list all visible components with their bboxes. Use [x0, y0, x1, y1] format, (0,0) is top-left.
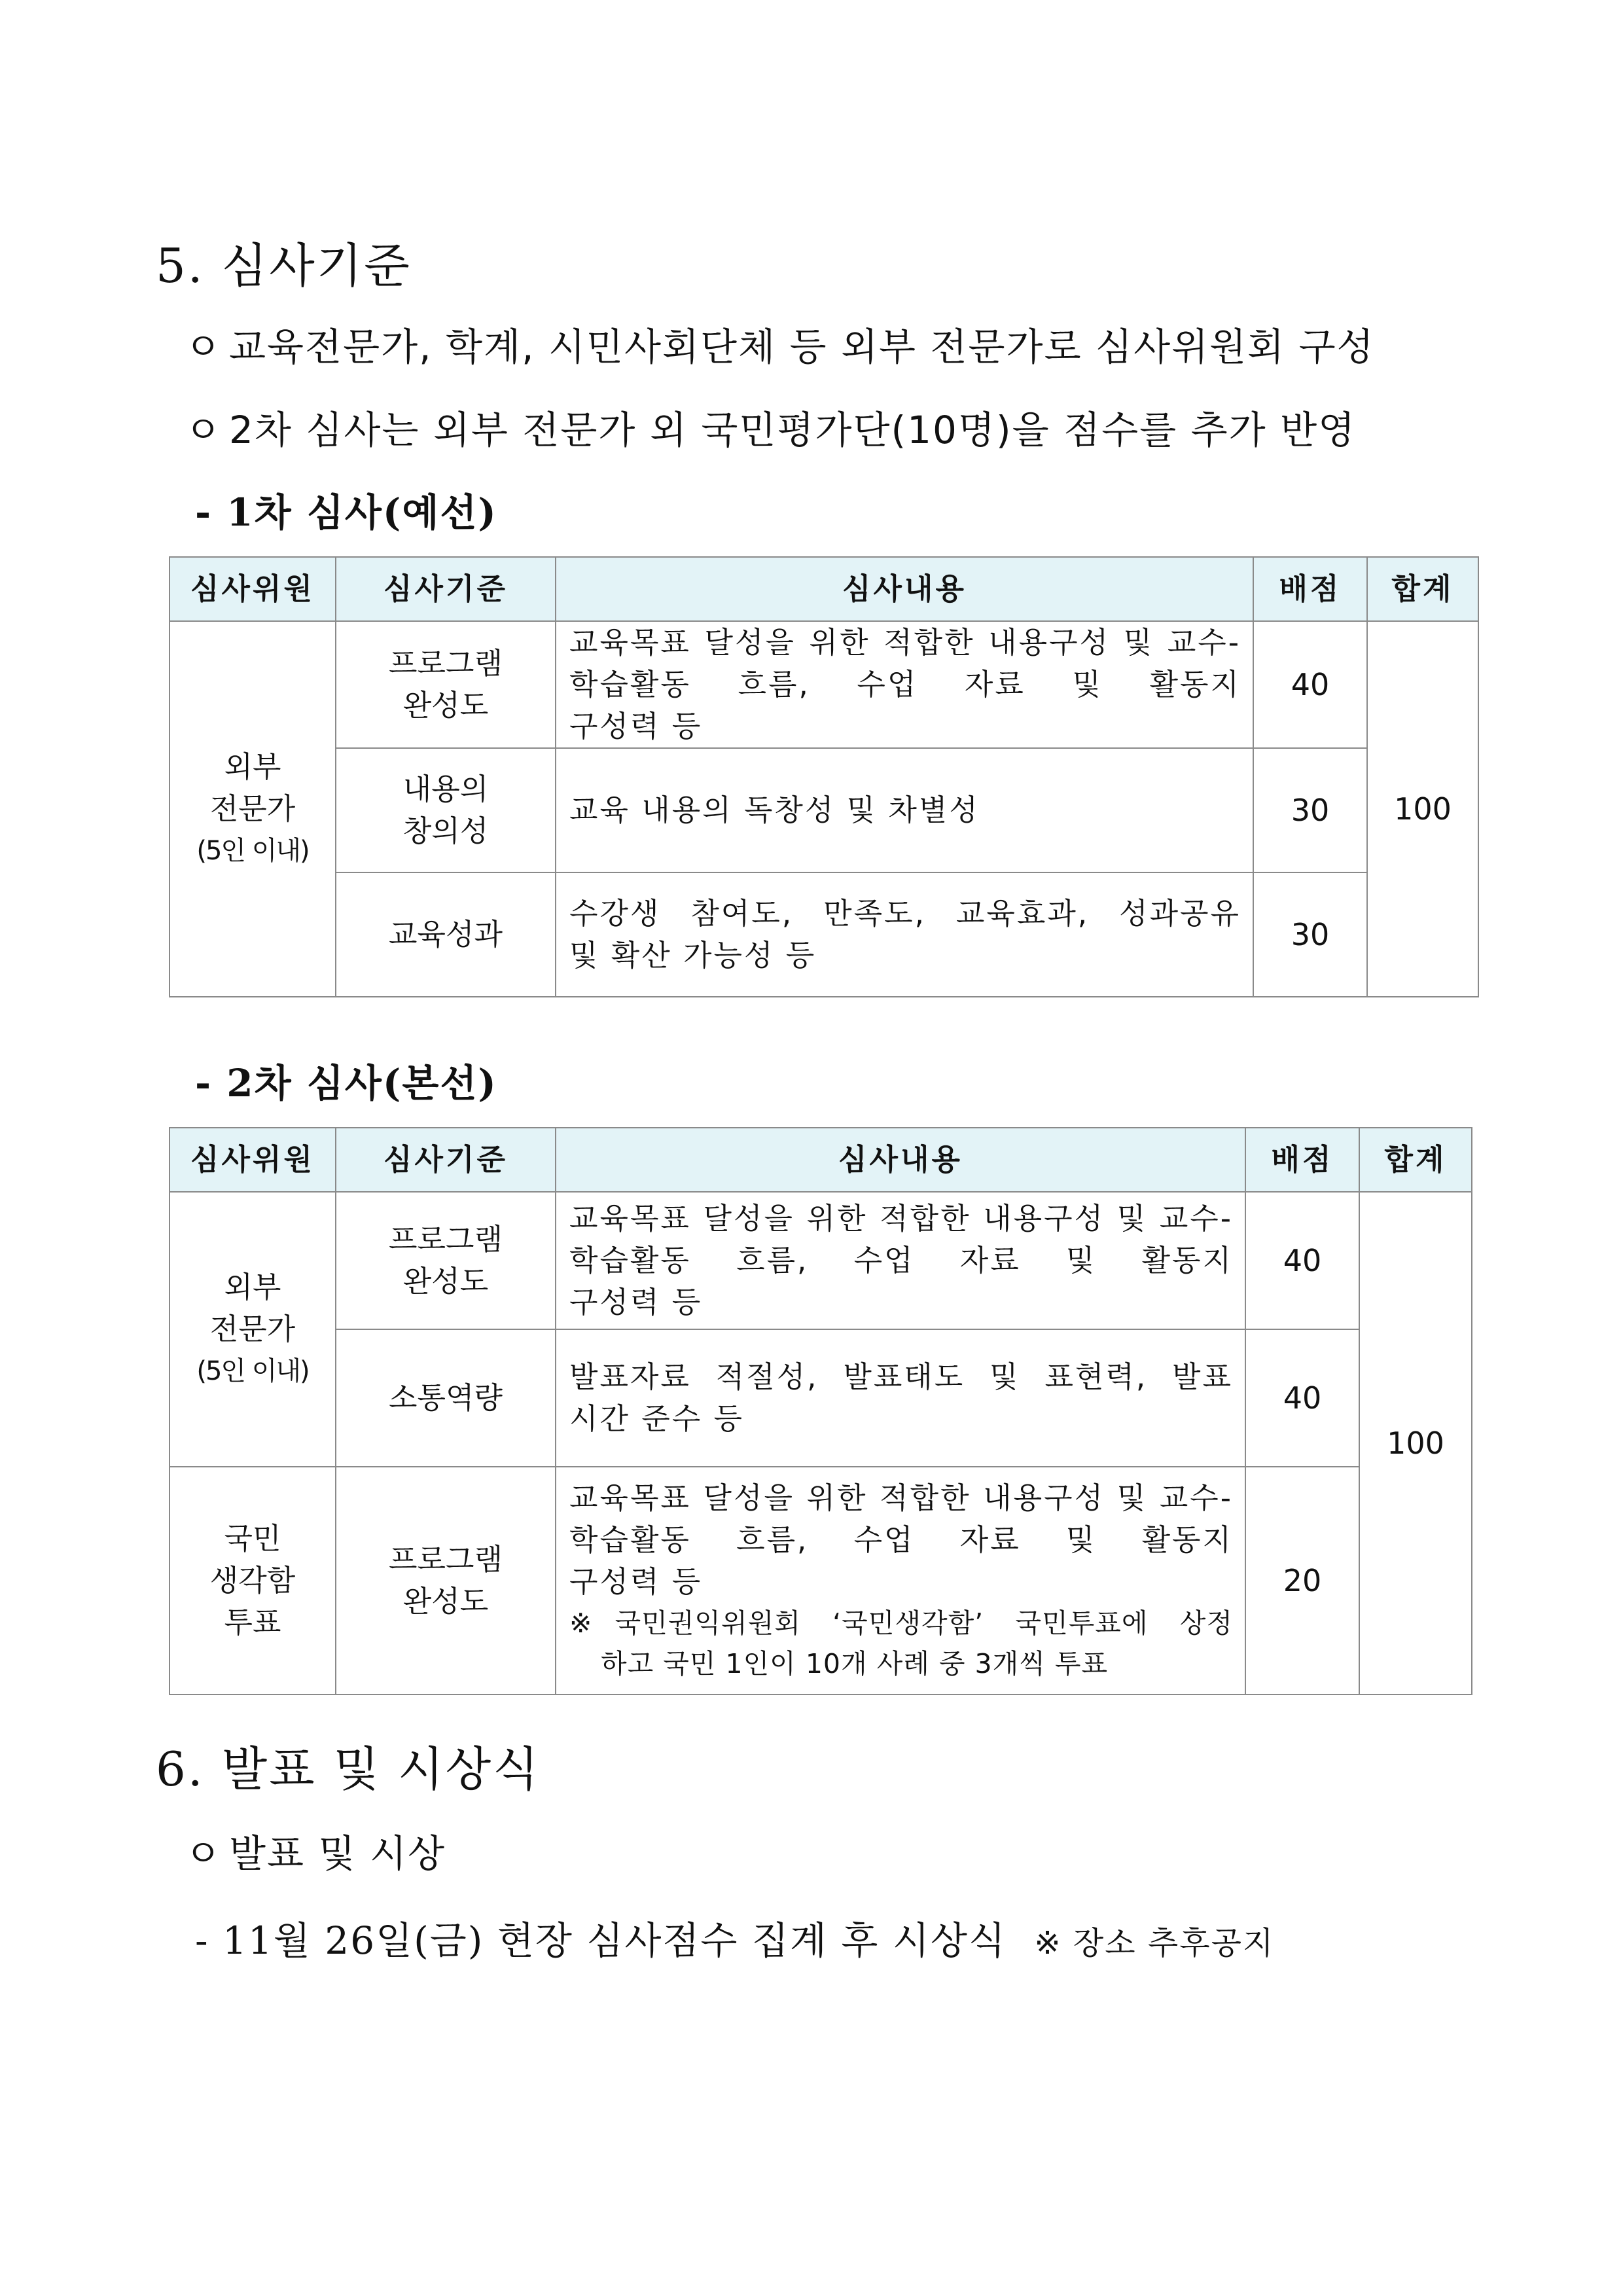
header-judge: 심사위원 [169, 1128, 336, 1192]
criteria-line: 프로그램 [389, 1222, 503, 1257]
section-5-title: 5. 심사기준 [156, 238, 412, 293]
judge-line: (5인 이내) [196, 836, 309, 866]
criteria-cell [336, 1192, 556, 1329]
judge-line: 전문가 [209, 1312, 296, 1346]
content-line: 구성력 등 [569, 1564, 703, 1599]
content-line: 교육목표 달성을 위한 적합한 내용구성 및 [569, 1480, 1148, 1515]
header-criteria: 심사기준 [336, 557, 556, 621]
content-line: 수강생 참여도, 만족도, 교육효과, 성과공유 [569, 896, 1241, 931]
content-line: 교육목표 달성을 위한 적합한 내용구성 및 [569, 625, 1154, 660]
header-total: 합계 [1359, 1128, 1472, 1192]
round2-table [169, 1127, 1472, 1695]
bullet-marker: ㅇ [185, 408, 223, 452]
total-cell: 100 [1367, 621, 1478, 997]
note-line: ※국민권익위원회 ‘국민생각함’ 국민투표에 상정 [569, 1607, 1233, 1639]
content-line: 교육목표 달성을 위한 적합한 내용구성 및 [569, 1201, 1148, 1236]
content-line: 교수-학습활동 흐름, 수업 자료 및 활동지 [569, 1201, 1233, 1278]
score-cell: 40 [1245, 1192, 1359, 1329]
judge-line: 외부 [224, 1270, 281, 1304]
judge-line: 전문가 [209, 791, 296, 826]
judge-line: (5인 이내) [196, 1356, 309, 1386]
header-score: 배점 [1253, 557, 1367, 621]
content-line: 구성력 등 [569, 709, 703, 744]
score-cell: 40 [1245, 1329, 1359, 1467]
criteria-cell [336, 748, 556, 872]
bullet-item [185, 399, 1356, 454]
header-total: 합계 [1367, 557, 1478, 621]
criteria-line: 프로그램 [389, 646, 503, 681]
section-6-title: 6. 발표 및 시상식 [156, 1742, 541, 1797]
award-detail [195, 1910, 1274, 1965]
criteria-line: 프로그램 [389, 1542, 503, 1577]
score-cell: 30 [1253, 748, 1367, 872]
header-judge: 심사위원 [169, 557, 336, 621]
content-cell [556, 621, 1253, 748]
content-line: 구성력 등 [569, 1285, 703, 1319]
bullet-text: 교육전문가, 학계, 시민사회단체 등 외부 전문가로 심사위원회 구성 [229, 325, 1375, 369]
content-line: 발표자료 적절성, 발표태도 및 표현력, 발표 [569, 1359, 1233, 1394]
bullet-item [185, 316, 1375, 371]
criteria-cell [336, 1467, 556, 1695]
content-line: 교수-학습활동 흐름, 수업 자료 및 활동지 [569, 1480, 1233, 1557]
note-line: 하고 국민 1인이 10개 사례 중 3개씩 투표 [601, 1648, 1109, 1679]
criteria-line: 완성도 [402, 1264, 489, 1299]
bullet-text: 발표 및 시상 [229, 1831, 446, 1876]
round2-title: - 2차 심사(본선) [195, 1061, 497, 1105]
award-detail-note: ※ 장소 추후공지 [1034, 1925, 1275, 1962]
content-cell [556, 1192, 1245, 1329]
table-header-row [169, 557, 1478, 621]
criteria-cell: 교육성과 [336, 872, 556, 997]
judge-cell [169, 1467, 336, 1695]
table-row [169, 1329, 1472, 1467]
criteria-line: 완성도 [402, 688, 489, 723]
bullet-marker: ㅇ [185, 1831, 223, 1876]
content-cell [556, 1329, 1245, 1467]
criteria-cell [336, 621, 556, 748]
bullet-text: 2차 심사는 외부 전문가 외 국민평가단(10명)을 점수를 추가 반영 [229, 408, 1357, 452]
content-cell: 교육 내용의 독창성 및 차별성 [556, 748, 1253, 872]
table-row [169, 748, 1478, 872]
total-cell: 100 [1359, 1192, 1472, 1695]
criteria-cell: 소통역량 [336, 1329, 556, 1467]
table-header-row [169, 1128, 1472, 1192]
content-line: 및 확산 가능성 등 [569, 938, 817, 973]
score-cell: 30 [1253, 872, 1367, 997]
criteria-line: 창의성 [402, 814, 489, 848]
judge-line: 투표 [224, 1605, 281, 1640]
table-row [169, 1467, 1472, 1695]
judge-line: 외부 [224, 749, 281, 784]
judge-cell [169, 1192, 336, 1467]
header-score: 배점 [1245, 1128, 1359, 1192]
content-line: 시간 준수 등 [569, 1401, 744, 1436]
judge-line: 국민 [224, 1521, 281, 1556]
table-row [169, 621, 1478, 748]
score-cell: 20 [1245, 1467, 1359, 1695]
bullet-item [185, 1823, 446, 1878]
round1-title: - 1차 심사(예선) [195, 490, 497, 535]
content-cell [556, 1467, 1245, 1695]
round1-table [169, 556, 1479, 997]
judge-cell [169, 621, 336, 997]
criteria-line: 내용의 [402, 772, 489, 806]
content-line: 교수-학습활동 흐름, 수업 자료 및 활동지 [569, 625, 1241, 702]
bullet-marker: ㅇ [185, 325, 223, 369]
criteria-line: 완성도 [402, 1584, 489, 1619]
award-detail-text: - 11월 26일(금) 현장 심사점수 집계 후 시상식 [195, 1918, 1007, 1963]
header-content: 심사내용 [556, 557, 1253, 621]
content-cell [556, 872, 1253, 997]
header-criteria: 심사기준 [336, 1128, 556, 1192]
table-row [169, 872, 1478, 997]
header-content: 심사내용 [556, 1128, 1245, 1192]
judge-line: 생각함 [209, 1563, 296, 1598]
table-row [169, 1192, 1472, 1329]
score-cell: 40 [1253, 621, 1367, 748]
